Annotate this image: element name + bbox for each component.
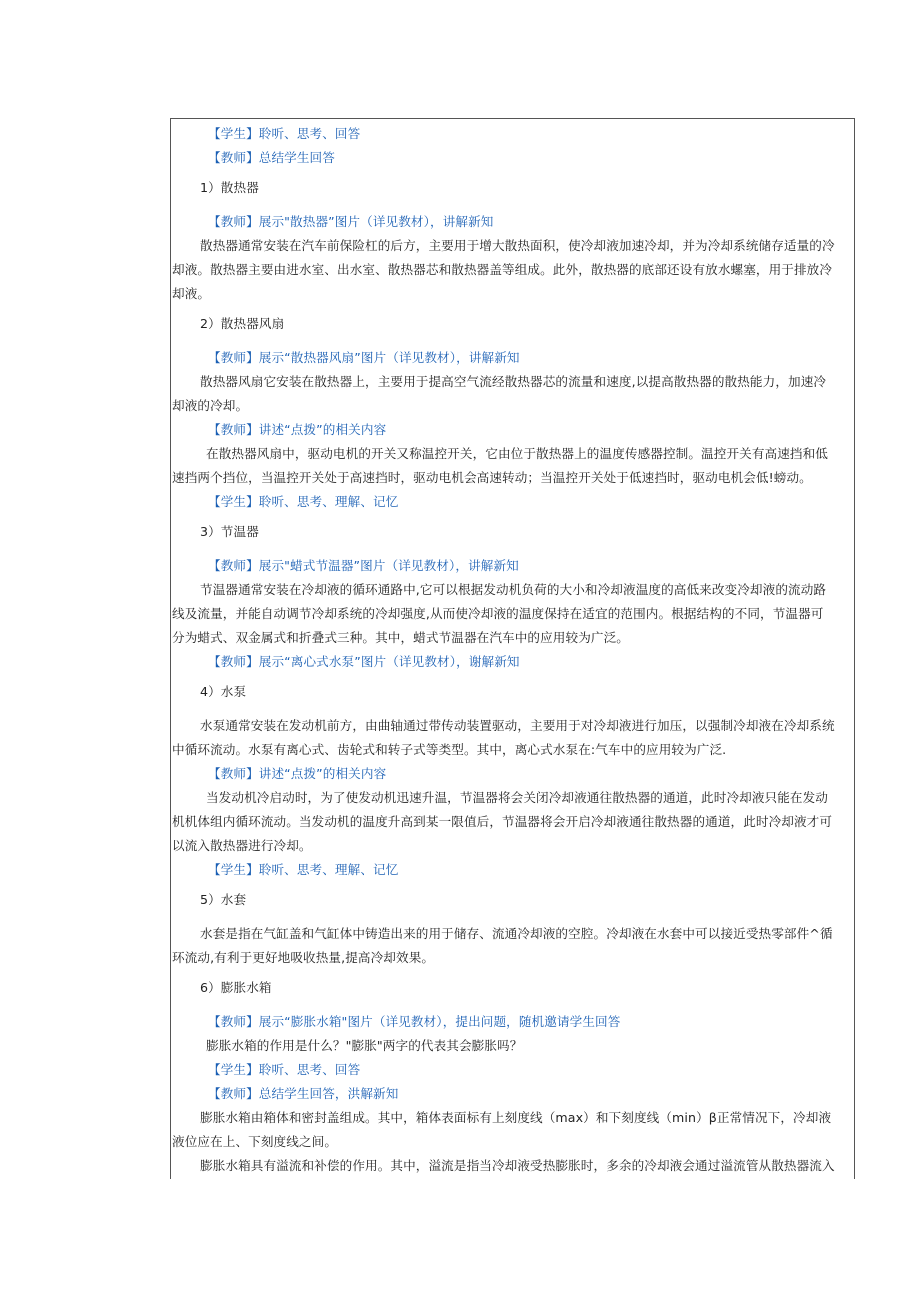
text-line: 却液的冷却。 [172, 398, 249, 413]
text-line: 线及流量，并能自动调节冷却系统的冷却强度,从而使冷却液的温度保持在适宜的范围内。根据结构的不同，节温器可 [172, 606, 824, 621]
role-line: 【教师】展示“离心式水泵”图片（详见教材），谢解新知 [208, 654, 520, 669]
text-line: 却液。散热器主要由进水室、出水室、散热器芯和散热器盖等组成。此外，散热器的底部还设有放水螺塞，用于排放冷 [172, 262, 833, 277]
role-line: 【教师】总结学生回答 [208, 150, 335, 165]
text-line: 却液。 [172, 286, 211, 301]
text-line: 4）水泵 [200, 684, 247, 699]
text-line: 液位应在上、下刻度线之间。 [172, 1134, 338, 1149]
text-line: 5）水套 [200, 892, 247, 907]
text-line: 水套是指在气缸盖和气缸体中铸造出来的用于储存、流通冷却液的空腔。冷却液在水套中可以接近受热零部件^循 [200, 926, 833, 941]
role-line: 【学生】聆听、思考、回答 [208, 1062, 361, 1077]
role-line: 【教师】讲述“点拨”的相关内容 [208, 422, 387, 437]
text-line: 水泵通常安装在发动机前方，由曲轴通过带传动装置驱动，主要用于对冷却液进行加压，以强制冷却液在冷却系统 [200, 718, 835, 733]
text-line: 6）膨胀水箱 [200, 980, 272, 995]
text-line: 节温器通常安装在冷却液的循环通路中,它可以根据发动机负荷的大小和冷却液温度的高低来改变冷却液的流动路 [200, 582, 827, 597]
text-line: 环流动,有利于更好地吸收热量,提高冷却效果。 [172, 950, 435, 965]
text-line: 膨胀水箱具有溢流和补偿的作用。其中，溢流是指当冷却液受热膨胀时，多余的冷却液会通过溢流管从散热器流入 [200, 1158, 835, 1173]
role-line: 【教师】展示"蜡式节温器”图片（详见教材），讲解新知 [208, 558, 519, 573]
text-line: 在散热器风扇中，驱动电机的开关又称温控开关，它由位于散热器上的温度传感器控制。温控开关有高速挡和低 [206, 446, 828, 461]
text-line: 中循环流动。水泵有离心式、齿轮式和转子式等类型。其中，离心式水泵在:气车中的应用较为广泛. [172, 742, 727, 757]
text-line: 分为蜡式、双金属式和折叠式三种。其中，蜡式节温器在汽车中的应用较为广泛。 [172, 630, 629, 645]
role-line: 【教师】总结学生回答，洪解新知 [208, 1086, 399, 1101]
text-line: 速挡两个挡位，当温控开关处于高速挡时，驱动电机会高速转动；当温控开关处于低速挡时，驱动电机会低!螃动。 [172, 470, 812, 485]
text-line: 机机体组内循环流动。当发动机的温度升高到某一限值后，节温器将会开启冷却液通往散热器的通道，此时冷却液才可 [172, 814, 833, 829]
role-line: 【教师】讲述“点拨”的相关内容 [208, 766, 387, 781]
text-line: 当发动机冷启动时，为了使发动机迅速升温，节温器将会关闭冷却液通往散热器的通道，此时冷却液只能在发动 [206, 790, 828, 805]
role-line: 【教师】展示“膨胀水箱"图片（详见教材），提出问题，随机邀请学生回答 [208, 1014, 621, 1029]
text-line: 3）节温器 [200, 524, 259, 539]
role-line: 【学生】聆听、思考、理解、记忆 [208, 862, 399, 877]
text-line: 散热器通常安装在汽车前保险杠的后方，主要用于增大散热面积，使冷却液加速冷却，并为冷却系统储存适量的冷 [200, 238, 835, 253]
text-line: 膨胀水箱由箱体和密封盖组成。其中，箱体表面标有上刻度线（max）和下刻度线（min）β正常情况下，冷却液 [200, 1110, 832, 1125]
role-line: 【教师】展示"散热器”图片（详见教材），讲解新知 [208, 214, 494, 229]
role-line: 【学生】聆听、思考、回答 [208, 126, 361, 141]
text-line: 1）散热器 [200, 180, 259, 195]
role-line: 【教师】展示“散热器风扇”图片（详见教材），讲解新知 [208, 350, 520, 365]
text-line: 以流入散热器进行冷却。 [172, 838, 312, 853]
text-line: 膨胀水箱的作用是什么？"膨胀"两字的代表其会膨胀吗？ [206, 1038, 523, 1053]
role-line: 【学生】聆听、思考、理解、记忆 [208, 494, 399, 509]
text-line: 2）散热器风扇 [200, 316, 285, 331]
text-line: 散热器风扇它安装在散热器上，主要用于提高空气流经散热器芯的流量和速度,以提高散热器的散热能力，加速冷 [200, 374, 827, 389]
